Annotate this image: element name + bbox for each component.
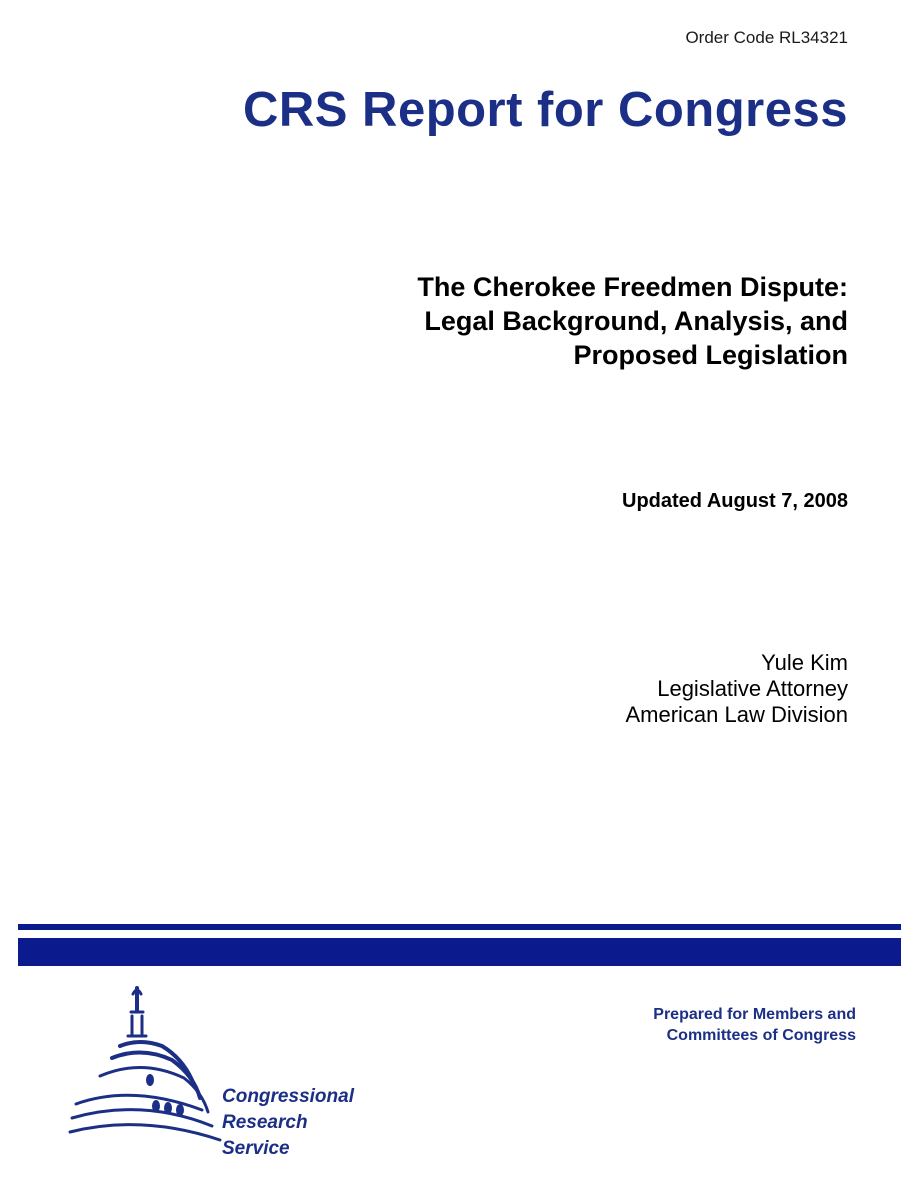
logo-text-line-3: Service: [222, 1138, 290, 1159]
report-banner: CRS Report for Congress: [242, 83, 848, 137]
capitol-dome-icon: [62, 980, 232, 1160]
crs-logo: [62, 980, 362, 1160]
author-name: Yule Kim: [761, 650, 848, 675]
logo-text-line-1: Congressional: [222, 1086, 354, 1107]
divider-thin: [18, 924, 901, 930]
author-block: [625, 650, 848, 728]
divider-thick: [18, 938, 901, 966]
prepared-line-2: Committees of Congress: [666, 1027, 856, 1044]
order-code: Order Code RL34321: [685, 28, 848, 47]
author-division: American Law Division: [625, 702, 848, 727]
logo-text: [222, 1084, 354, 1162]
title-line-2: Legal Background, Analysis, and: [424, 306, 848, 336]
logo-text-line-2: Research: [222, 1112, 308, 1133]
title-line-1: The Cherokee Freedmen Dispute:: [417, 272, 848, 302]
author-position: Legislative Attorney: [657, 676, 848, 701]
report-title: [248, 270, 848, 372]
prepared-line-1: Prepared for Members and: [653, 1006, 856, 1023]
prepared-for: [653, 1004, 856, 1046]
updated-date: Updated August 7, 2008: [622, 490, 848, 512]
title-line-3: Proposed Legislation: [573, 340, 848, 370]
